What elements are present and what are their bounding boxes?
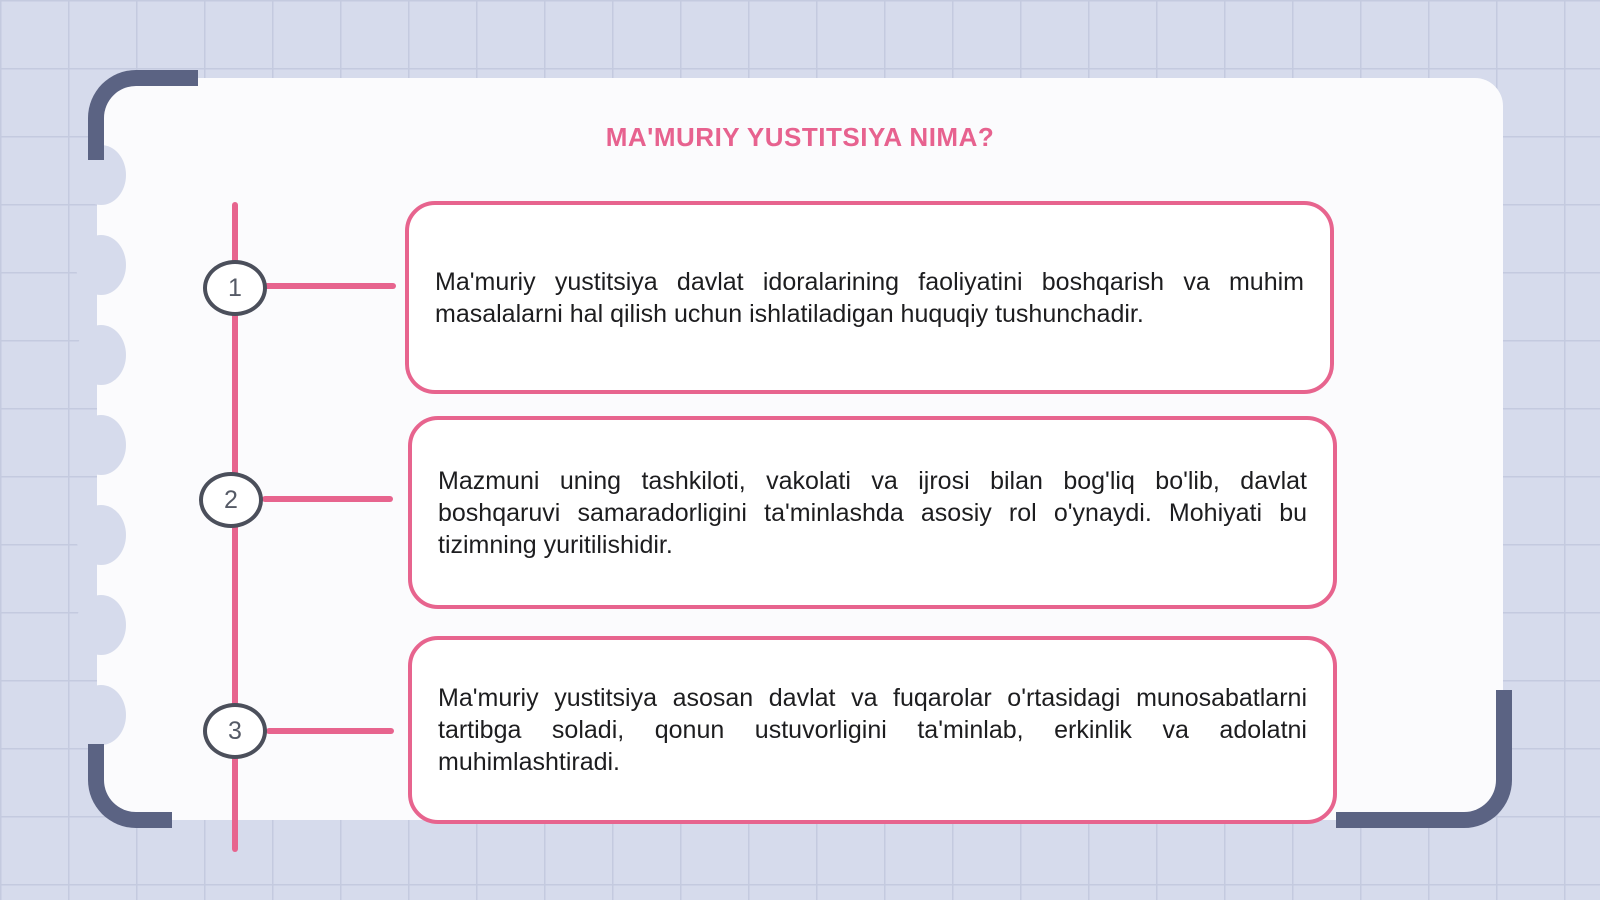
card-edge-notch [76, 325, 126, 385]
step-number-circle: 1 [203, 260, 267, 316]
text-box [408, 416, 1337, 609]
corner-bracket-bottom-right [1336, 690, 1512, 828]
text-box-content: Ma'muriy yustitsiya davlat idoralarining faoliyatini boshqarish va muhim masalalarni hal qilish uchun ishlatiladigan huquqiy tushunchadir. [435, 267, 1304, 328]
step-number-circle: 3 [203, 703, 267, 759]
timeline-connector [262, 496, 393, 502]
card-edge-notch [76, 235, 126, 295]
timeline-connector [264, 283, 396, 289]
timeline-connector [266, 728, 394, 734]
text-box [408, 636, 1337, 824]
card-edge-notch [76, 595, 126, 655]
text-box-content: Mazmuni uning tashkiloti, vakolati va ijrosi bilan bog'liq bo'lib, davlat boshqaruvi samaradorligini ta'minlashda asosiy rol o'ynaydi. Mohiyati bu tizimning yuritilishidir. [438, 466, 1307, 559]
corner-bracket-bottom-left [88, 744, 172, 828]
slide-title: MA'MURIY YUSTITSIYA NIMA? [605, 122, 995, 152]
card-edge-notch [76, 415, 126, 475]
card-edge-notch [76, 505, 126, 565]
text-box [405, 201, 1334, 394]
card-edge-notch [76, 685, 126, 745]
text-box-content: Ma'muriy yustitsiya asosan davlat va fuqarolar o'rtasidagi munosabatlarni tartibga soladi, qonun ustuvorligini ta'minlab, erkinlik va adolatni muhimlashtiradi. [438, 684, 1307, 776]
step-number-circle: 2 [199, 472, 263, 528]
